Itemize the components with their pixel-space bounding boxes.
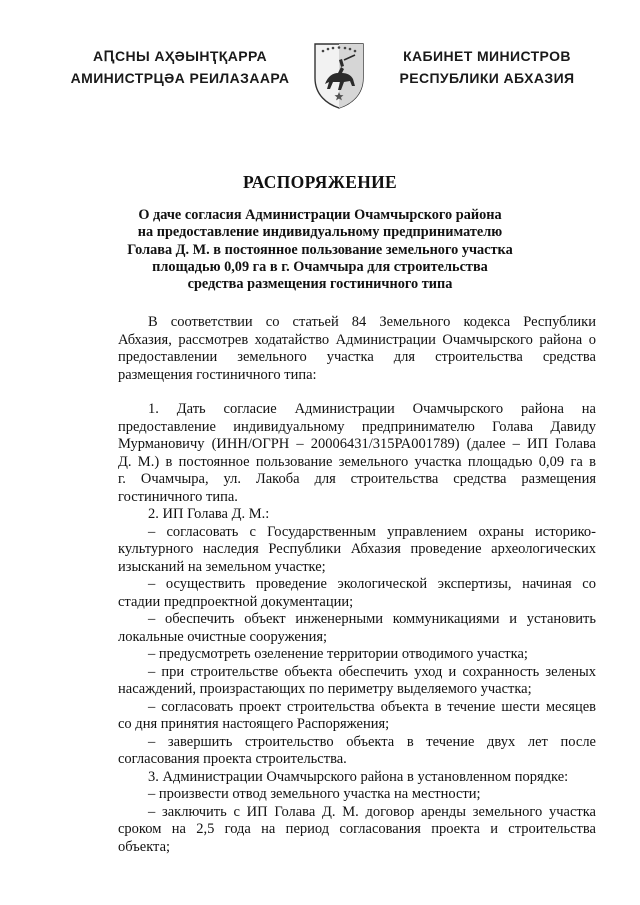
body-line: со дня принятия настоящего Распоряжения; (118, 716, 390, 732)
header-russian-line-2: РЕСПУБЛИКИ АБХАЗИЯ (399, 70, 575, 86)
body-line: изысканий на земельном участке; (118, 558, 326, 575)
body-line: 3. Администрации Очамчырского района в установленном порядке: (148, 768, 569, 785)
body-line: сроком на 2,5 года на период согласования проекта и строительства (118, 821, 596, 837)
document-body (118, 401, 596, 856)
body-line: – при строительстве объекта обеспечить уход и сохранность зеленых (148, 663, 596, 680)
paragraph-1 (118, 401, 596, 506)
body-line: размещения гостиничного типа: (118, 366, 317, 383)
paragraph-2 (118, 506, 596, 769)
subject-line: площадью 0,09 га в г. Очамчыра для строительства (152, 258, 488, 275)
intro-paragraph (118, 314, 596, 384)
body-line: 1. Дать согласие Администрации Очамчырского района на (148, 401, 596, 417)
body-line: Д. М.) в постоянное пользование земельного участка площадью 0,09 га в (118, 453, 596, 470)
body-line: В соответствии со статьей 84 Земельного кодекса Республики (148, 314, 596, 330)
body-line: предоставление индивидуальному предпринимателю Голава Давиду (118, 418, 596, 435)
body-line: – завершить строительство объекта в течение двух лет после (148, 733, 596, 750)
body-line: – обеспечить объект инженерными коммуникациями и установить (148, 611, 596, 627)
subject-line: Голава Д. М. в постоянное пользование земельного участка (127, 241, 513, 258)
body-line: предоставлении земельного участка для строительства средства (118, 349, 596, 365)
body-line: Абхазия, рассмотрев ходатайство Администрации Очамчырского района о (118, 331, 596, 348)
body-line: 2. ИП Голава Д. М.: (148, 506, 270, 522)
body-line: гостиничного типа. (118, 488, 238, 505)
header-russian (382, 45, 592, 89)
subject-line: О даче согласия Администрации Очамчырского района (138, 207, 502, 223)
header-abkhaz-line-2: АМИНИСТРЦӘА РЕИЛАЗААРА (70, 70, 290, 86)
body-line: объекта; (118, 838, 171, 855)
body-line: согласования проекта строительства. (118, 751, 347, 767)
document-subject (120, 207, 520, 293)
body-line: – согласовать проект строительства объекта в течение шести месяцев (148, 698, 596, 715)
subject-line: средства размещения гостиничного типа (187, 276, 453, 293)
subject-line: на предоставление индивидуальному предпринимателю (137, 224, 503, 241)
header-abkhaz-line-1: АԤСНЫ АҲӘЫНҬҚАРРА (92, 48, 268, 64)
header-abkhaz (60, 45, 300, 89)
body-line: – произвести отвод земельного участка на местности; (148, 786, 481, 802)
body-line: насаждений, произрастающих по периметру выделяемого участка; (118, 681, 532, 697)
body-line: Мурмановичу (ИНН/ОГРН – 20006431/315РА001789) (далее – ИП Голава (118, 436, 596, 452)
body-line: культурного наследия Республики Абхазия проведение археологических (118, 541, 596, 557)
paragraph-3 (118, 769, 596, 857)
coat-of-arms-icon (311, 40, 367, 110)
body-line: – осуществить проведение экологической экспертизы, начиная со (148, 576, 596, 592)
body-line: локальные очистные сооружения; (118, 628, 328, 645)
body-line: стадии предпроектной документации; (118, 593, 354, 610)
body-line: г. Очамчыра, ул. Лакоба для строительства средства размещения (118, 471, 596, 487)
document-title: РАСПОРЯЖЕНИЕ (242, 172, 397, 192)
body-line: – согласовать с Государственным управлением охраны историко- (148, 523, 596, 540)
header-russian-line-1: КАБИНЕТ МИНИСТРОВ (403, 48, 571, 64)
body-line: – предусмотреть озеленение территории отводимого участка; (148, 646, 528, 662)
body-line: – заключить с ИП Голава Д. М. договор аренды земельного участка (148, 803, 596, 820)
